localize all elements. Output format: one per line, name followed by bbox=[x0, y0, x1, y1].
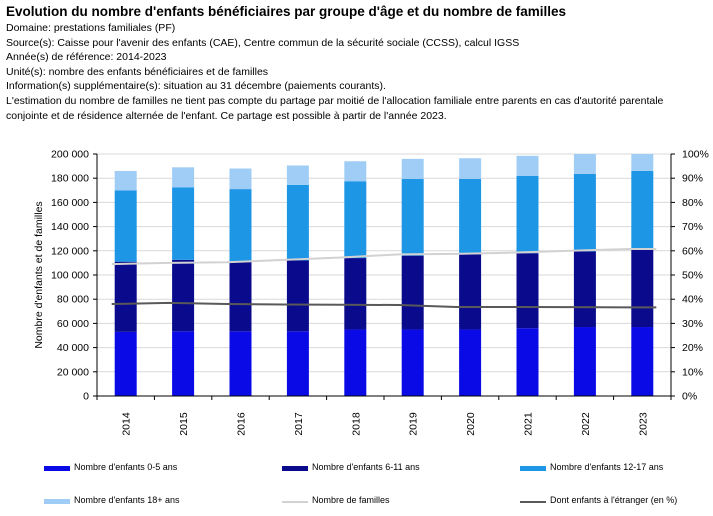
y-axis-title: Nombre d'enfants et de familles bbox=[33, 201, 45, 349]
bar-segment bbox=[459, 179, 481, 255]
bar-segment bbox=[574, 174, 596, 251]
y-tick-label: 0 bbox=[83, 390, 89, 403]
x-tick-label: 2019 bbox=[407, 412, 420, 436]
y-tick-label: 200 000 bbox=[51, 148, 89, 161]
bar-segment bbox=[115, 190, 137, 261]
y2-tick-label: 30% bbox=[682, 317, 704, 330]
y2-tick-label: 20% bbox=[682, 342, 704, 355]
y2-tick-label: 0% bbox=[682, 390, 698, 403]
bar-segment bbox=[459, 158, 481, 179]
bar-segment bbox=[115, 332, 137, 396]
x-tick-label: 2014 bbox=[120, 412, 133, 436]
y2-tick-label: 50% bbox=[682, 269, 704, 282]
y-tick-label: 100 000 bbox=[51, 269, 89, 282]
x-tick-label: 2022 bbox=[579, 412, 592, 436]
bar-segment bbox=[115, 171, 137, 190]
legend-label-6-11: Nombre d'enfants 6-11 ans bbox=[312, 462, 420, 472]
y2-tick-label: 10% bbox=[682, 366, 704, 379]
x-tick-label: 2021 bbox=[522, 412, 535, 436]
legend-line-families bbox=[282, 501, 308, 503]
y2-tick-label: 60% bbox=[682, 245, 704, 258]
y-tick-label: 80 000 bbox=[56, 293, 89, 306]
bar-segment bbox=[230, 331, 252, 396]
bar-segment bbox=[230, 189, 252, 262]
bar-segment bbox=[287, 331, 309, 396]
bar-segment bbox=[344, 161, 366, 181]
legend-swatch-12-17 bbox=[520, 466, 546, 471]
bar-segment bbox=[172, 187, 194, 260]
bar-segment bbox=[631, 171, 653, 250]
bar-segment bbox=[574, 251, 596, 327]
x-tick-label: 2023 bbox=[637, 412, 650, 436]
y-tick-label: 60 000 bbox=[56, 317, 89, 330]
y2-tick-label: 70% bbox=[682, 221, 704, 234]
bar-segment bbox=[230, 262, 252, 332]
additional-info-text: Information(s) supplémentaire(s): situation au 31 décembre (paiements courants). bbox=[6, 80, 386, 93]
bar-segment bbox=[517, 253, 539, 328]
reference-years-text: Année(s) de référence: 2014-2023 bbox=[6, 51, 167, 64]
bar-segment bbox=[402, 329, 424, 396]
legend-label-families: Nombre de familles bbox=[312, 495, 390, 505]
source-text: Source(s): Caisse pour l'avenir des enfants (CAE), Centre commun de la sécurité sociale (CCSS), calcul IGSS bbox=[6, 36, 520, 49]
bar-segment bbox=[402, 256, 424, 330]
y-tick-label: 40 000 bbox=[56, 342, 89, 355]
bar-segment bbox=[631, 250, 653, 327]
bar-segment bbox=[230, 169, 252, 190]
y-tick-label: 180 000 bbox=[51, 172, 89, 185]
legend-label-18-plus: Nombre d'enfants 18+ ans bbox=[74, 495, 180, 505]
legend-swatch-6-11 bbox=[282, 466, 308, 471]
bar-segment bbox=[172, 331, 194, 396]
chart-title: Evolution du nombre d'enfants bénéficiaires par groupe d'âge et du nombre de familles bbox=[6, 4, 567, 19]
legend-label-12-17: Nombre d'enfants 12-17 ans bbox=[550, 462, 664, 472]
bar-segment bbox=[574, 154, 596, 174]
y2-tick-label: 80% bbox=[682, 196, 704, 209]
x-tick-label: 2016 bbox=[235, 412, 248, 436]
x-tick-label: 2020 bbox=[465, 412, 478, 436]
bar-segment bbox=[287, 185, 309, 261]
bar-segment bbox=[344, 181, 366, 258]
units-text: Unité(s): nombre des enfants bénéficiaires et de familles bbox=[6, 65, 269, 78]
y2-tick-label: 40% bbox=[682, 293, 704, 306]
bar-segment bbox=[517, 176, 539, 253]
domain-text: Domaine: prestations familiales (PF) bbox=[6, 22, 176, 34]
bar-segment bbox=[344, 329, 366, 396]
y-tick-label: 140 000 bbox=[51, 221, 89, 234]
bar-segment bbox=[517, 328, 539, 396]
bar-segment bbox=[517, 156, 539, 176]
legend-line-foreign bbox=[520, 501, 546, 503]
bar-segment bbox=[459, 329, 481, 396]
y2-tick-label: 100% bbox=[682, 148, 709, 161]
note-text: L'estimation du nombre de familles ne tient pas compte du partage par moitié de l'allocation familiale entre parents en cas d'autorité parentale conjointe et de résidence alternée de l'enfant. Ce partage est possible à partir de l'année 2023. bbox=[6, 94, 664, 122]
x-tick-label: 2018 bbox=[350, 412, 363, 436]
bar-segment bbox=[115, 262, 137, 332]
bar-segment bbox=[172, 167, 194, 187]
y-tick-label: 120 000 bbox=[51, 245, 89, 258]
legend-swatch-18-plus bbox=[44, 499, 70, 504]
legend-label-foreign: Dont enfants à l'étranger (en %) bbox=[550, 495, 678, 505]
y2-tick-label: 90% bbox=[682, 172, 704, 185]
bar-segment bbox=[574, 327, 596, 396]
y-tick-label: 160 000 bbox=[51, 196, 89, 209]
x-tick-label: 2017 bbox=[292, 412, 305, 436]
legend-swatch-0-5 bbox=[44, 466, 70, 471]
bar-segment bbox=[402, 159, 424, 179]
bar-segment bbox=[631, 327, 653, 396]
bar-segment bbox=[172, 260, 194, 331]
bar-segment bbox=[344, 258, 366, 329]
y-tick-label: 20 000 bbox=[56, 366, 89, 379]
legend-label-0-5: Nombre d'enfants 0-5 ans bbox=[74, 462, 178, 472]
x-tick-label: 2015 bbox=[178, 412, 191, 436]
bar-segment bbox=[631, 154, 653, 171]
bar-segment bbox=[402, 179, 424, 256]
bar-segment bbox=[459, 254, 481, 329]
bar-segment bbox=[287, 165, 309, 184]
bar-segment bbox=[287, 260, 309, 331]
